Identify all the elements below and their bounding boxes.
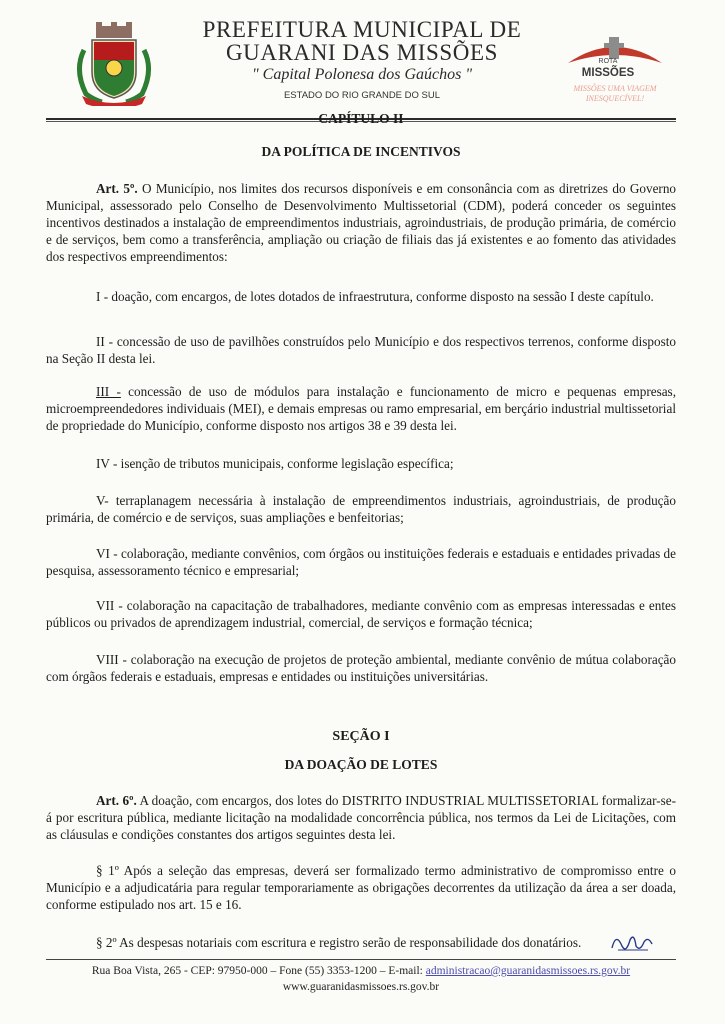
handwritten-signature <box>608 928 656 956</box>
item-iii-text: concessão de uso de módulos para instalação e funcionamento de micro e pequenas empresas, microempreendedores individuais (MEI), e demais empresas ou ramo empresarial, em berçário industrial multissetorial de propriedade do Município, conforme disposto nos artigos 38 e 39 desta lei. <box>46 384 676 433</box>
article-6-text: A doação, com encargos, dos lotes do DISTRITO INDUSTRIAL MULTISSETORIAL formalizar-se-á por escritura pública, mediante licitação na modalidade concorrência pública, nos termos da Lei de Licitações, com as cláusulas e condições constantes dos artigos seguintes desta lei. <box>46 793 676 842</box>
item-vi: VI - colaboração, mediante convênios, com órgãos ou instituições federais e estaduais e entidades privadas de pesquisa, assessoramento técnico e empresarial; <box>46 546 676 578</box>
footer-divider <box>46 959 676 960</box>
article-5-paragraph <box>46 180 676 265</box>
header-title-line-2: GUARANI DAS MISSÕES <box>225 40 499 65</box>
footer-address-line <box>46 965 676 977</box>
chapter-heading: CAPÍTULO II <box>318 111 404 126</box>
footer-email-link[interactable]: administracao@guaranidasmissoes.rs.gov.br <box>425 965 631 977</box>
item-i: I - doação, com encargos, de lotes dotados de infraestrutura, conforme disposto na sessão I deste capítulo. <box>96 289 654 304</box>
header-title-line-1: PREFEITURA MUNICIPAL DE <box>202 17 522 42</box>
item-ii: II - concessão de uso de pavilhões construídos pelo Município e dos respectivos terrenos, conforme disposto na Seção II desta lei. <box>46 334 676 366</box>
rota-logo-small-text: ROTA <box>598 58 618 65</box>
article-5-text: O Município, nos limites dos recursos disponíveis e em consonância com as diretrizes do Governo Municipal, assessorado pelo Conselho de Desenvolvimento Multissetorial (CDM), poderá conceder os seguintes incentivos destinados a instalação de empreendimentos industriais, agroindustriais, de produção primária, de comércio e de serviços, bem como a transferência, ampliação ou criação de filiais das já existentes e ao fomento das atividades dos respectivos empreendimentos: <box>46 181 677 264</box>
footer-address: Rua Boa Vista, 265 - CEP: 97950-000 – Fone (55) 3353-1200 – E-mail: <box>91 965 423 977</box>
paragraph-2: § 2º As despesas notariais com escritura e registro serão de responsabilidade dos donatários. <box>96 935 582 950</box>
header-state: ESTADO DO RIO GRANDE DO SUL <box>283 90 441 101</box>
section-heading: SEÇÃO I <box>332 729 390 744</box>
municipal-coat-of-arms <box>72 20 156 106</box>
header-motto: " Capital Polonesa dos Gaúchos " <box>251 66 473 83</box>
article-6-paragraph <box>46 792 676 843</box>
item-v: V- terraplanagem necessária à instalação de empreendimentos industriais, agroindustriais, de produção primária, de comércio e de serviços, suas ampliações e benfeitorias; <box>46 493 676 525</box>
footer-website[interactable]: www.guaranidasmissoes.rs.gov.br <box>282 981 440 993</box>
rota-logo-title: MISSÕES <box>581 67 635 79</box>
article-6-label: Art. 6º. <box>96 793 137 808</box>
article-5-label: Art. 5º. <box>96 181 138 196</box>
item-viii: VIII - colaboração na execução de projetos de proteção ambiental, mediante convênio de mútua colaboração com órgãos federais e estaduais, empresas e entidades ou instituições universitárias. <box>46 652 676 684</box>
section-subheading: DA DOAÇÃO DE LOTES <box>284 757 438 772</box>
item-iii <box>46 383 676 434</box>
rota-logo-tagline-2: INESQUECÍVEL! <box>585 94 645 103</box>
rota-logo-tagline-1: MISSÕES UMA VIAGEM <box>573 84 657 93</box>
item-iv: IV - isenção de tributos municipais, conforme legislação específica; <box>96 456 454 471</box>
item-vii: VII - colaboração na capacitação de trabalhadores, mediante convênio com as empresas interessadas e entes públicos ou privados de aprendizagem industrial, comercial, de serviços e formação técnica; <box>46 598 676 630</box>
paragraph-1: § 1º Após a seleção das empresas, deverá ser formalizado termo administrativo de compromisso entre o Município e a adjudicatária para regular temporariamente as obrigações decorrentes da utilização da área a ser doada, conforme estipulado nos art. 15 e 16. <box>46 863 676 912</box>
item-iii-label: III - <box>96 384 121 399</box>
chapter-subheading: DA POLÍTICA DE INCENTIVOS <box>261 144 461 159</box>
